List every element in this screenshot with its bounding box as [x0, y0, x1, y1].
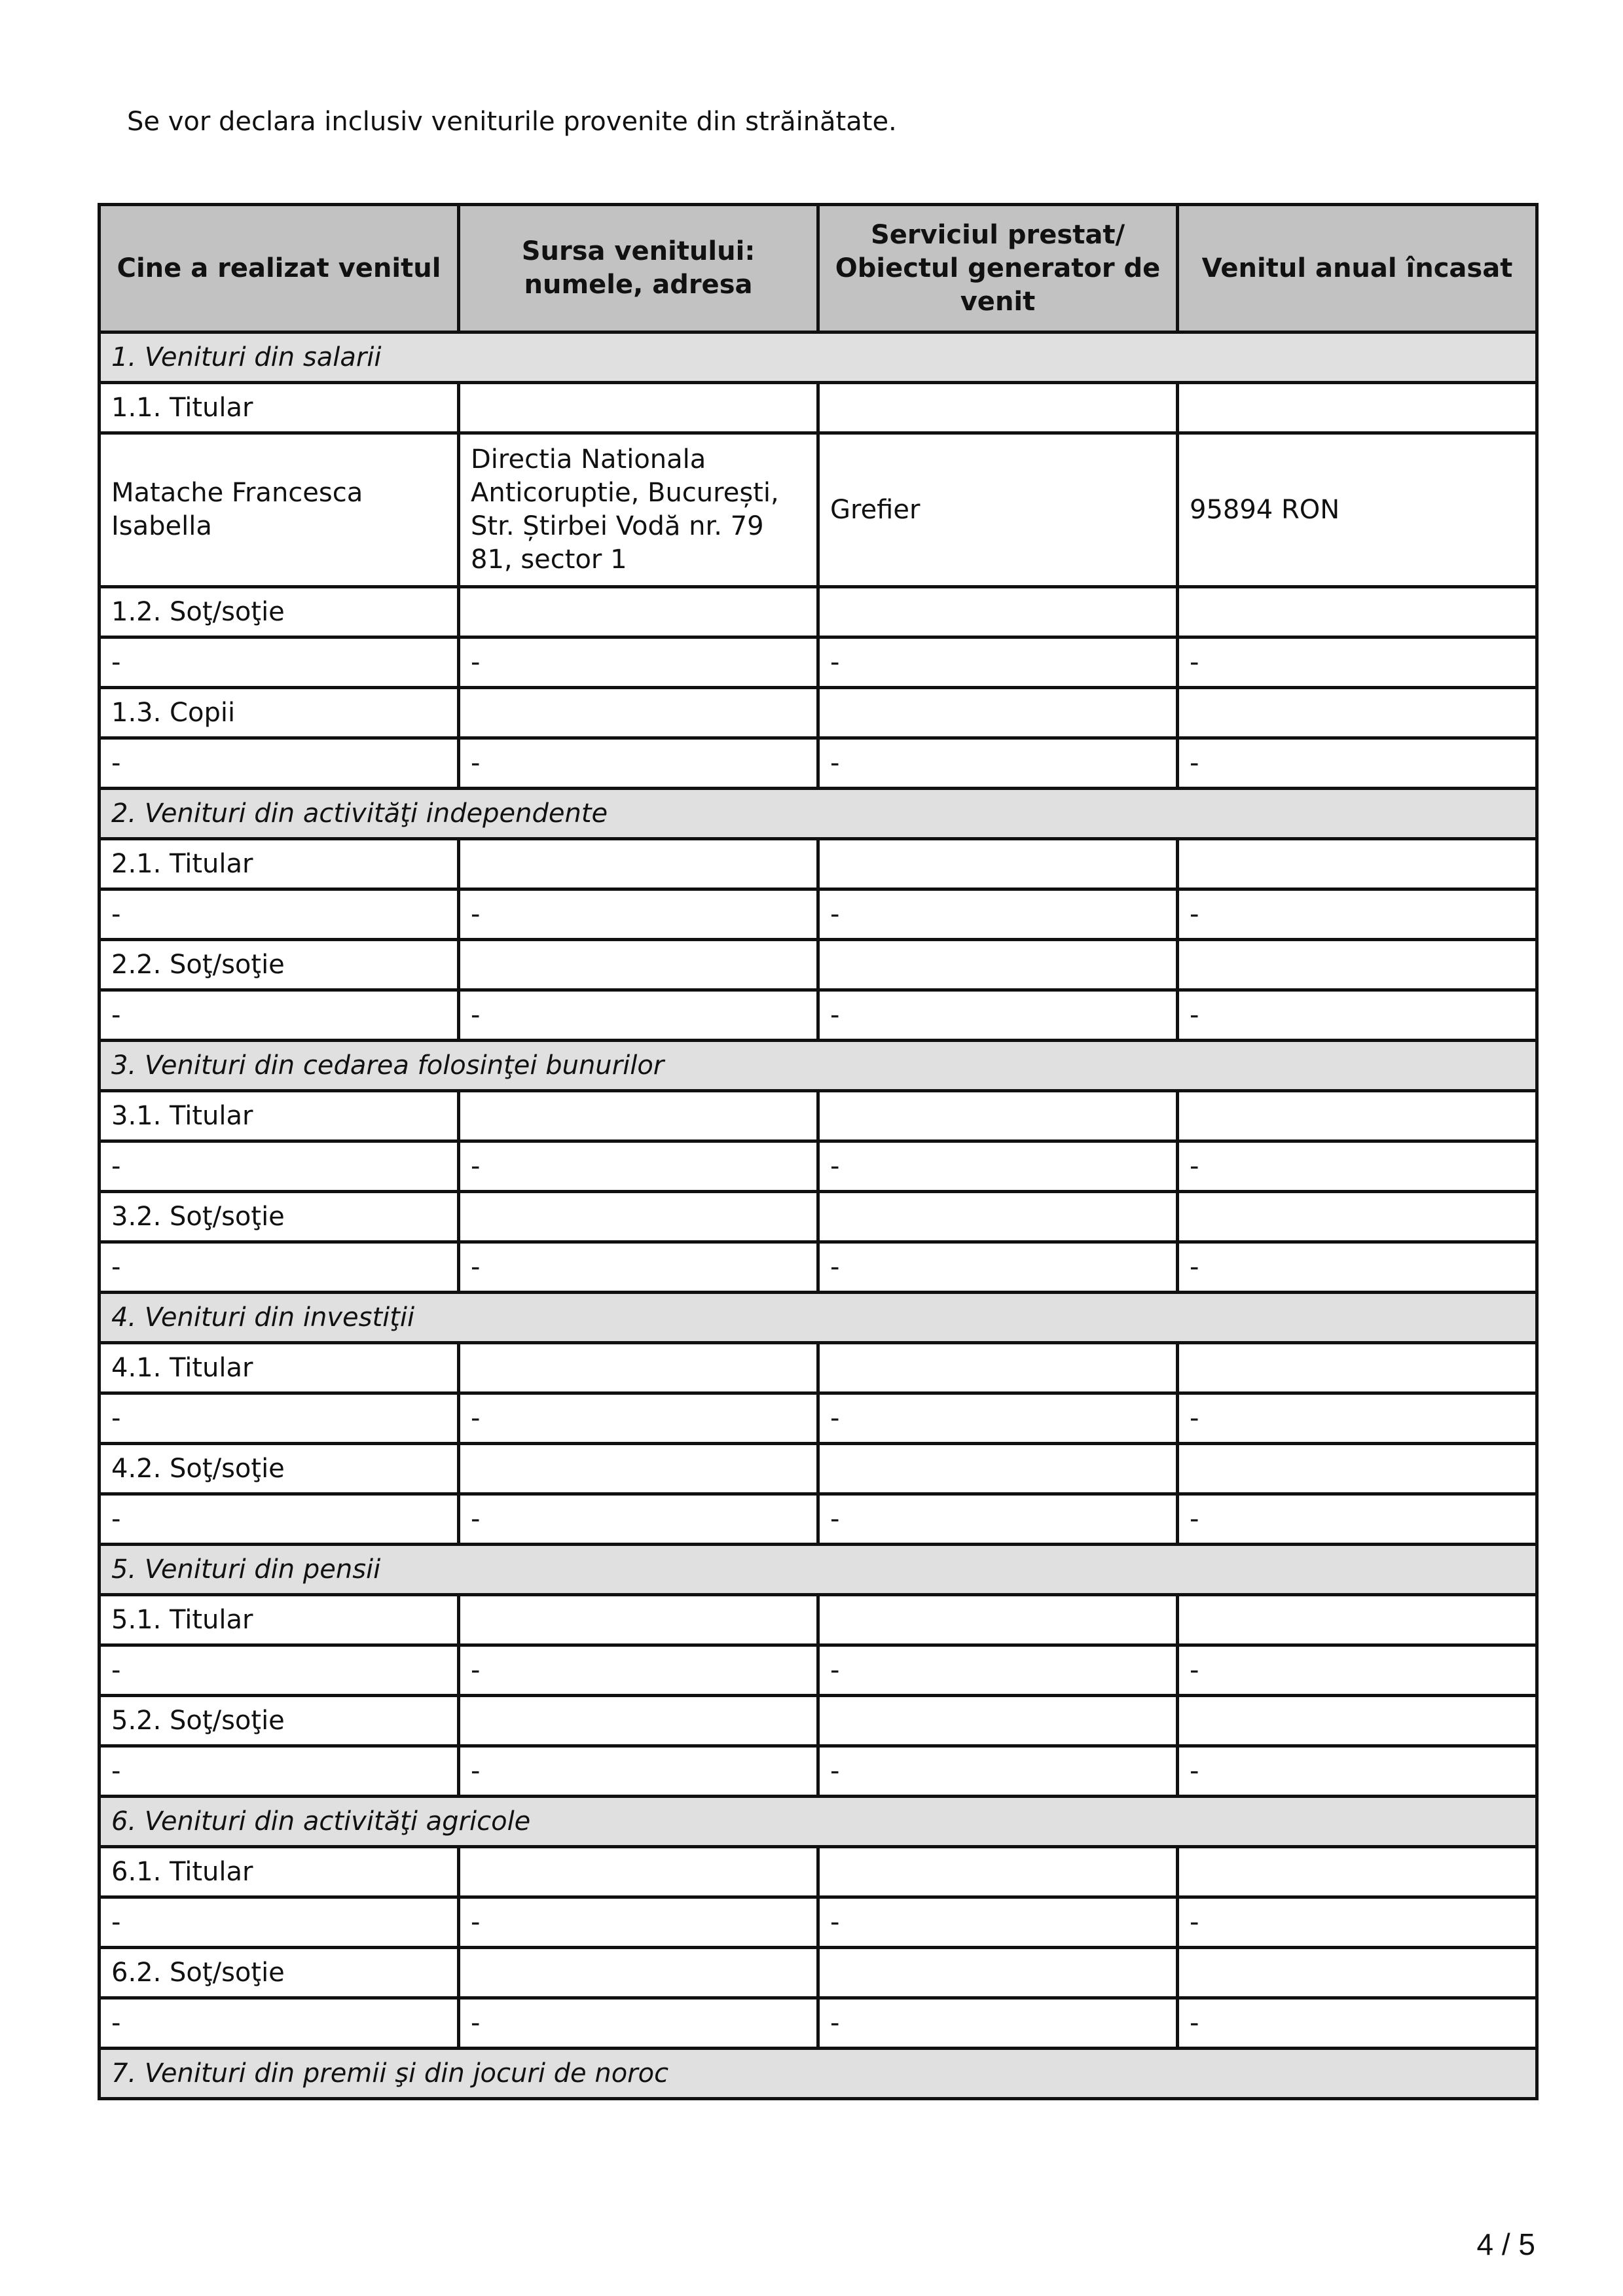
section-title: 7. Venituri din premii şi din jocuri de noroc: [100, 2049, 1537, 2099]
table-row: [100, 1242, 1537, 1293]
cell-who: -: [100, 1393, 459, 1444]
cell-income: -: [1178, 637, 1537, 688]
cell-who: -: [100, 738, 459, 789]
cell-who: 4.1. Titular: [100, 1343, 459, 1393]
cell-who: 2.2. Soţ/soţie: [100, 940, 459, 990]
table-row: [100, 1897, 1537, 1948]
cell-source: [459, 1696, 818, 1746]
cell-who: 6.1. Titular: [100, 1847, 459, 1897]
cell-income: [1178, 1948, 1537, 1998]
section-header-row: [100, 1797, 1537, 1847]
cell-source: [459, 1192, 818, 1242]
cell-income: -: [1178, 1494, 1537, 1545]
cell-who: 1.3. Copii: [100, 688, 459, 738]
table-row: [100, 383, 1537, 433]
cell-source: -: [459, 889, 818, 940]
section-title: 1. Venituri din salarii: [100, 332, 1537, 383]
cell-who: 1.1. Titular: [100, 383, 459, 433]
cell-income: -: [1178, 1393, 1537, 1444]
cell-service: [818, 839, 1178, 889]
cell-income: 95894 RON: [1178, 433, 1537, 587]
cell-service: [818, 1595, 1178, 1645]
cell-source: -: [459, 1494, 818, 1545]
cell-service: [818, 1948, 1178, 1998]
section-header-row: [100, 1041, 1537, 1091]
cell-service: [818, 587, 1178, 637]
table-row: [100, 1746, 1537, 1797]
cell-who: 5.2. Soţ/soţie: [100, 1696, 459, 1746]
cell-income: [1178, 839, 1537, 889]
cell-income: [1178, 688, 1537, 738]
table-row: [100, 587, 1537, 637]
section-title: 3. Venituri din cedarea folosinţei bunurilor: [100, 1041, 1537, 1091]
header-row: [100, 205, 1537, 332]
header-service: Serviciul prestat/ Obiectul generator de venit: [818, 205, 1178, 332]
cell-service: -: [818, 1645, 1178, 1696]
cell-source: -: [459, 1242, 818, 1293]
cell-income: [1178, 587, 1537, 637]
cell-income: -: [1178, 1645, 1537, 1696]
cell-source: [459, 940, 818, 990]
cell-service: [818, 1192, 1178, 1242]
cell-service: -: [818, 990, 1178, 1041]
cell-who: -: [100, 1746, 459, 1797]
intro-note: Se vor declara inclusiv veniturile provenite din străinătate.: [127, 107, 897, 137]
table-row: [100, 1393, 1537, 1444]
cell-source: -: [459, 1746, 818, 1797]
income-table-header: [100, 205, 1537, 332]
cell-source: [459, 587, 818, 637]
cell-income: -: [1178, 1141, 1537, 1192]
cell-service: [818, 1091, 1178, 1141]
cell-source: -: [459, 1998, 818, 2049]
cell-who: 2.1. Titular: [100, 839, 459, 889]
cell-who: 3.2. Soţ/soţie: [100, 1192, 459, 1242]
cell-source: [459, 1948, 818, 1998]
cell-income: -: [1178, 1897, 1537, 1948]
cell-source: -: [459, 738, 818, 789]
table-row: [100, 1595, 1537, 1645]
cell-who: 3.1. Titular: [100, 1091, 459, 1141]
table-row: [100, 839, 1537, 889]
cell-income: -: [1178, 889, 1537, 940]
cell-who: -: [100, 1998, 459, 2049]
cell-service: -: [818, 1746, 1178, 1797]
cell-service: -: [818, 1242, 1178, 1293]
cell-service: -: [818, 1998, 1178, 2049]
cell-source: [459, 1847, 818, 1897]
cell-service: -: [818, 1897, 1178, 1948]
cell-source: -: [459, 1393, 818, 1444]
table-row: [100, 1645, 1537, 1696]
cell-income: [1178, 1343, 1537, 1393]
cell-income: -: [1178, 1242, 1537, 1293]
cell-income: -: [1178, 738, 1537, 789]
cell-service: -: [818, 889, 1178, 940]
cell-service: -: [818, 738, 1178, 789]
section-header-row: [100, 2049, 1537, 2099]
table-row: [100, 1343, 1537, 1393]
cell-service: -: [818, 1393, 1178, 1444]
income-table-body: [100, 332, 1537, 2099]
cell-source: [459, 1595, 818, 1645]
cell-source: -: [459, 1141, 818, 1192]
section-header-row: [100, 1293, 1537, 1343]
cell-who: -: [100, 990, 459, 1041]
cell-service: [818, 1847, 1178, 1897]
cell-income: [1178, 1444, 1537, 1494]
table-row: [100, 1847, 1537, 1897]
cell-source: [459, 1343, 818, 1393]
cell-income: [1178, 1192, 1537, 1242]
cell-source: [459, 1091, 818, 1141]
section-title: 4. Venituri din investiţii: [100, 1293, 1537, 1343]
cell-service: [818, 1444, 1178, 1494]
table-row: [100, 990, 1537, 1041]
section-header-row: [100, 332, 1537, 383]
cell-source: [459, 839, 818, 889]
section-title: 2. Venituri din activităţi independente: [100, 789, 1537, 839]
section-title: 6. Venituri din activităţi agricole: [100, 1797, 1537, 1847]
cell-who: 6.2. Soţ/soţie: [100, 1948, 459, 1998]
cell-income: [1178, 1696, 1537, 1746]
cell-who: -: [100, 1242, 459, 1293]
cell-service: [818, 940, 1178, 990]
table-row: [100, 1696, 1537, 1746]
cell-who: -: [100, 637, 459, 688]
cell-service: -: [818, 637, 1178, 688]
table-row: [100, 1444, 1537, 1494]
cell-source: -: [459, 990, 818, 1041]
cell-income: [1178, 1091, 1537, 1141]
cell-source: [459, 383, 818, 433]
table-row: [100, 1948, 1537, 1998]
header-source: Sursa venitului: numele, adresa: [459, 205, 818, 332]
income-table: [98, 203, 1539, 2100]
table-row: [100, 889, 1537, 940]
cell-source: [459, 1444, 818, 1494]
cell-source: Directia Nationala Anticoruptie, București, Str. Știrbei Vodă nr. 79 81, sector 1: [459, 433, 818, 587]
cell-source: [459, 688, 818, 738]
section-header-row: [100, 1545, 1537, 1595]
cell-income: [1178, 383, 1537, 433]
cell-service: [818, 688, 1178, 738]
cell-income: -: [1178, 990, 1537, 1041]
cell-who: -: [100, 1897, 459, 1948]
cell-service: [818, 1343, 1178, 1393]
cell-service: -: [818, 1141, 1178, 1192]
cell-service: [818, 383, 1178, 433]
header-annual-income: Venitul anual încasat: [1178, 205, 1537, 332]
cell-who: -: [100, 1141, 459, 1192]
cell-service: -: [818, 1494, 1178, 1545]
cell-service: Grefier: [818, 433, 1178, 587]
cell-who: -: [100, 1645, 459, 1696]
cell-source: -: [459, 637, 818, 688]
cell-income: -: [1178, 1998, 1537, 2049]
table-row: [100, 1998, 1537, 2049]
cell-who: Matache Francesca Isabella: [100, 433, 459, 587]
cell-who: 4.2. Soţ/soţie: [100, 1444, 459, 1494]
table-row: [100, 1494, 1537, 1545]
table-row: [100, 637, 1537, 688]
table-row: [100, 1091, 1537, 1141]
table-row: [100, 1141, 1537, 1192]
table-row: [100, 940, 1537, 990]
cell-source: -: [459, 1645, 818, 1696]
page-number: 4 / 5: [1476, 2227, 1535, 2261]
table-row: [100, 688, 1537, 738]
table-row: [100, 738, 1537, 789]
cell-income: [1178, 1595, 1537, 1645]
header-who: Cine a realizat venitul: [100, 205, 459, 332]
table-row: [100, 433, 1537, 587]
cell-who: -: [100, 889, 459, 940]
section-header-row: [100, 789, 1537, 839]
cell-income: -: [1178, 1746, 1537, 1797]
cell-source: -: [459, 1897, 818, 1948]
table-row: [100, 1192, 1537, 1242]
cell-income: [1178, 940, 1537, 990]
cell-income: [1178, 1847, 1537, 1897]
cell-who: 1.2. Soţ/soţie: [100, 587, 459, 637]
cell-who: 5.1. Titular: [100, 1595, 459, 1645]
section-title: 5. Venituri din pensii: [100, 1545, 1537, 1595]
cell-service: [818, 1696, 1178, 1746]
cell-who: -: [100, 1494, 459, 1545]
